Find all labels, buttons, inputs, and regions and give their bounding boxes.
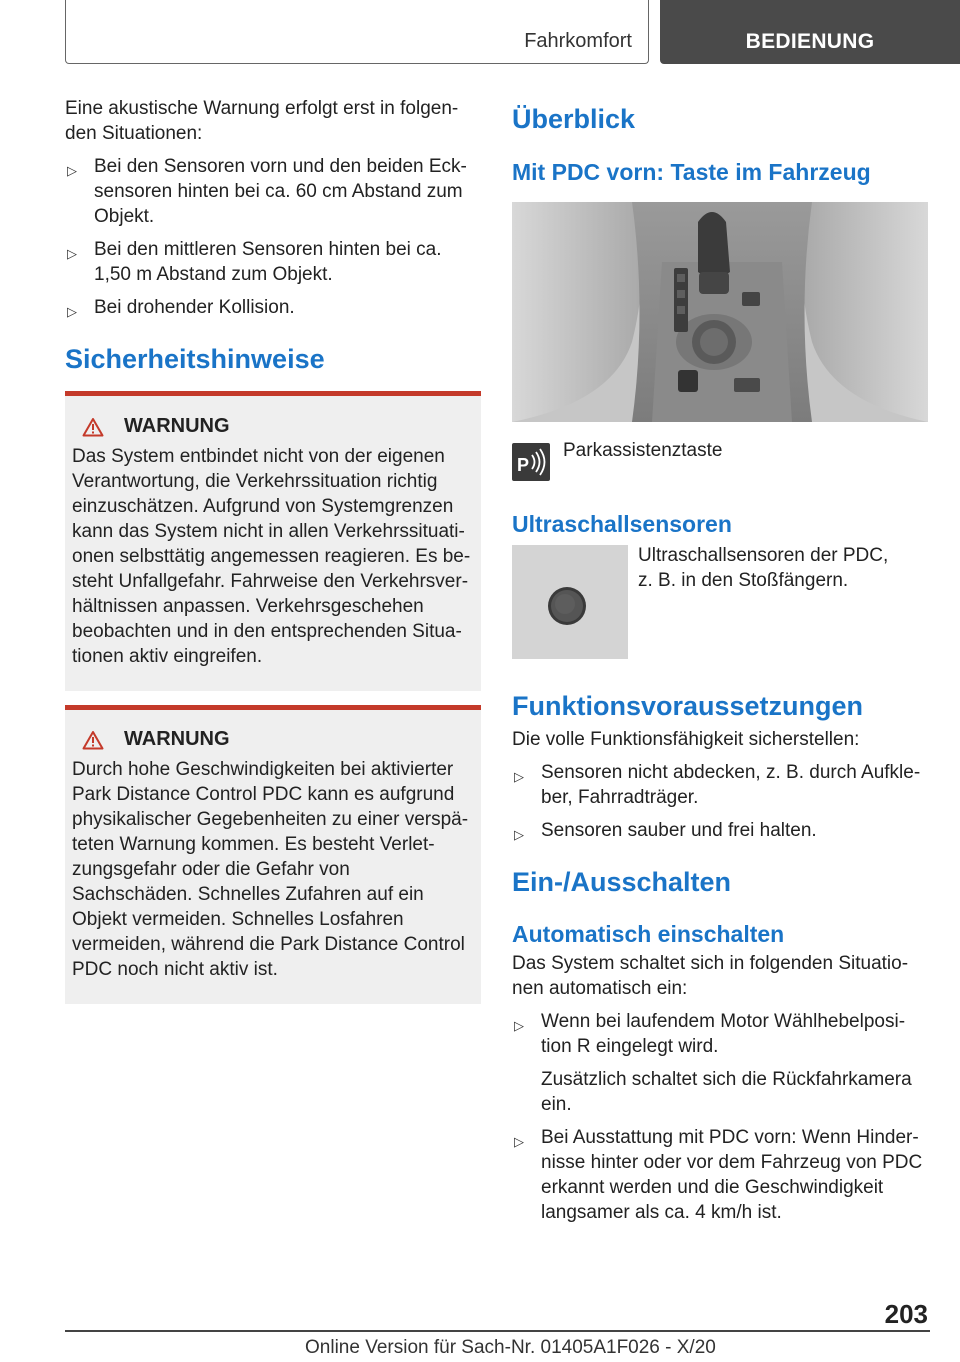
list-item: ▷ Sensoren sauber und frei halten. xyxy=(512,818,930,843)
rear-camera-note: Zusätzlich schaltet sich die Rückfahrkamera ein. xyxy=(541,1069,912,1115)
page-number: 203 xyxy=(884,1299,928,1329)
warning-text-2: Durch hohe Geschwindigkeiten bei aktivierter Park Distance Control PDC kann es aufgrund physikalischer Gegebenheiten zu einer verspä-teten Warnung kommen. Es besteht Verlet-zungsgefahr oder die Gefahr von Sachschäden. Schnelles Zufahren auf ein Objekt vermeiden. Schnelles Losfahren vermeiden, während die Park Distance Control PDC noch nicht aktiv ist. xyxy=(72,759,469,980)
warning-triangle-icon xyxy=(82,417,104,437)
pdc-subheading: Mit PDC vorn: Taste im Fahrzeug xyxy=(512,159,871,185)
triangle-bullet-icon: ▷ xyxy=(67,163,77,178)
list-item: ▷ Bei drohender Kollision. xyxy=(65,295,481,320)
triangle-bullet-icon: ▷ xyxy=(514,827,524,842)
ultrasonic-sensor-image xyxy=(512,545,628,659)
on-off-heading: Ein-/Ausschalten xyxy=(512,867,732,897)
center-console-image xyxy=(512,202,928,422)
ultrasonic-row xyxy=(512,545,930,659)
intro-paragraph: Eine akustische Warnung erfolgt erst in folgen-den Situationen: xyxy=(65,98,459,144)
auto-on-subheading: Automatisch einschalten xyxy=(512,921,785,947)
list-item: ▷ Wenn bei laufendem Motor Wählhebelposi-tion R eingelegt wird. Zusätzlich schaltet sich die Rückfahrkamera ein. xyxy=(512,1009,930,1117)
header-section-box xyxy=(65,0,649,64)
list-item: ▷ Bei den Sensoren vorn und den beiden Eck-sensoren hinten bei ca. 60 cm Abstand zum Objekt. xyxy=(67,156,467,227)
center-console-illustration xyxy=(512,202,928,422)
ultrasonic-heading: Ultraschallsensoren xyxy=(512,511,732,537)
function-heading: Funktionsvoraussetzungen xyxy=(512,691,864,721)
overview-heading: Überblick xyxy=(512,104,636,134)
left-column xyxy=(65,96,481,1004)
safety-heading: Sicherheitshinweise xyxy=(65,344,325,374)
function-intro: Die volle Funktionsfähigkeit sicherstellen: xyxy=(512,729,860,750)
list-item: ▷ Bei Ausstattung mit PDC vorn: Wenn Hinder-nisse hinter oder vor dem Fahrzeug von PDC erkannt werden und die Geschwindigkeit langsamer als ca. 4 km/h ist. xyxy=(514,1127,923,1223)
warning-title-1: WARNUNG xyxy=(72,415,473,438)
footer-rule xyxy=(65,1330,930,1332)
triangle-bullet-icon: ▷ xyxy=(514,1134,524,1149)
auto-on-list xyxy=(512,1009,930,1225)
sensor-icon xyxy=(512,545,628,659)
online-version-note: Online Version für Sach-Nr. 01405A1F026 - X/20 xyxy=(305,1337,716,1358)
parking-assist-button-icon xyxy=(512,443,550,481)
triangle-bullet-icon: ▷ xyxy=(514,769,524,784)
warning-text-1: Das System entbindet nicht von der eigenen Verantwortung, die Verkehrssituation richtig einzuschätzen. Aufgrund von Systemgrenzen kann das System nicht in allen Verkehrssituati-onen selbsttätig angemessen reagieren. Es be-steht Unfallgefahr. Fahrweise den Verkehrsver-hältnissen anpassen. Verkehrsgeschehen beobachten und in den entsprechenden Situa-tionen aktiv eingreifen. xyxy=(72,446,471,667)
triangle-bullet-icon: ▷ xyxy=(67,246,77,261)
ultrasonic-caption: Ultraschallsensoren der PDC, z. B. in den Stoßfängern. xyxy=(638,545,889,591)
triangle-bullet-icon: ▷ xyxy=(514,1018,524,1033)
auto-on-intro: Das System schaltet sich in folgenden Situatio-nen automatisch ein: xyxy=(512,953,909,999)
header-section-title: Fahrkomfort xyxy=(524,30,632,52)
warning-triangle-icon xyxy=(82,730,104,750)
svg-text:P: P xyxy=(517,455,530,475)
warning-title-2: WARNUNG xyxy=(72,728,473,751)
warning-box-2 xyxy=(65,705,481,1004)
header-chapter-title: BEDIENUNG xyxy=(745,30,875,53)
list-item: ▷ Bei den mittleren Sensoren hinten bei ca. 1,50 m Abstand zum Objekt. xyxy=(67,239,442,285)
header-chapter-tab xyxy=(660,0,960,64)
triangle-bullet-icon: ▷ xyxy=(67,304,77,319)
button-caption: Parkassistenztaste xyxy=(563,440,723,461)
function-list xyxy=(512,760,930,843)
list-item: ▷ Sensoren nicht abdecken, z. B. durch Aufkle-ber, Fahrradträger. xyxy=(514,762,921,808)
warning-box-1 xyxy=(65,391,481,691)
button-caption-row xyxy=(512,440,930,481)
right-column xyxy=(512,102,930,1225)
warning-situations-list xyxy=(65,154,481,320)
